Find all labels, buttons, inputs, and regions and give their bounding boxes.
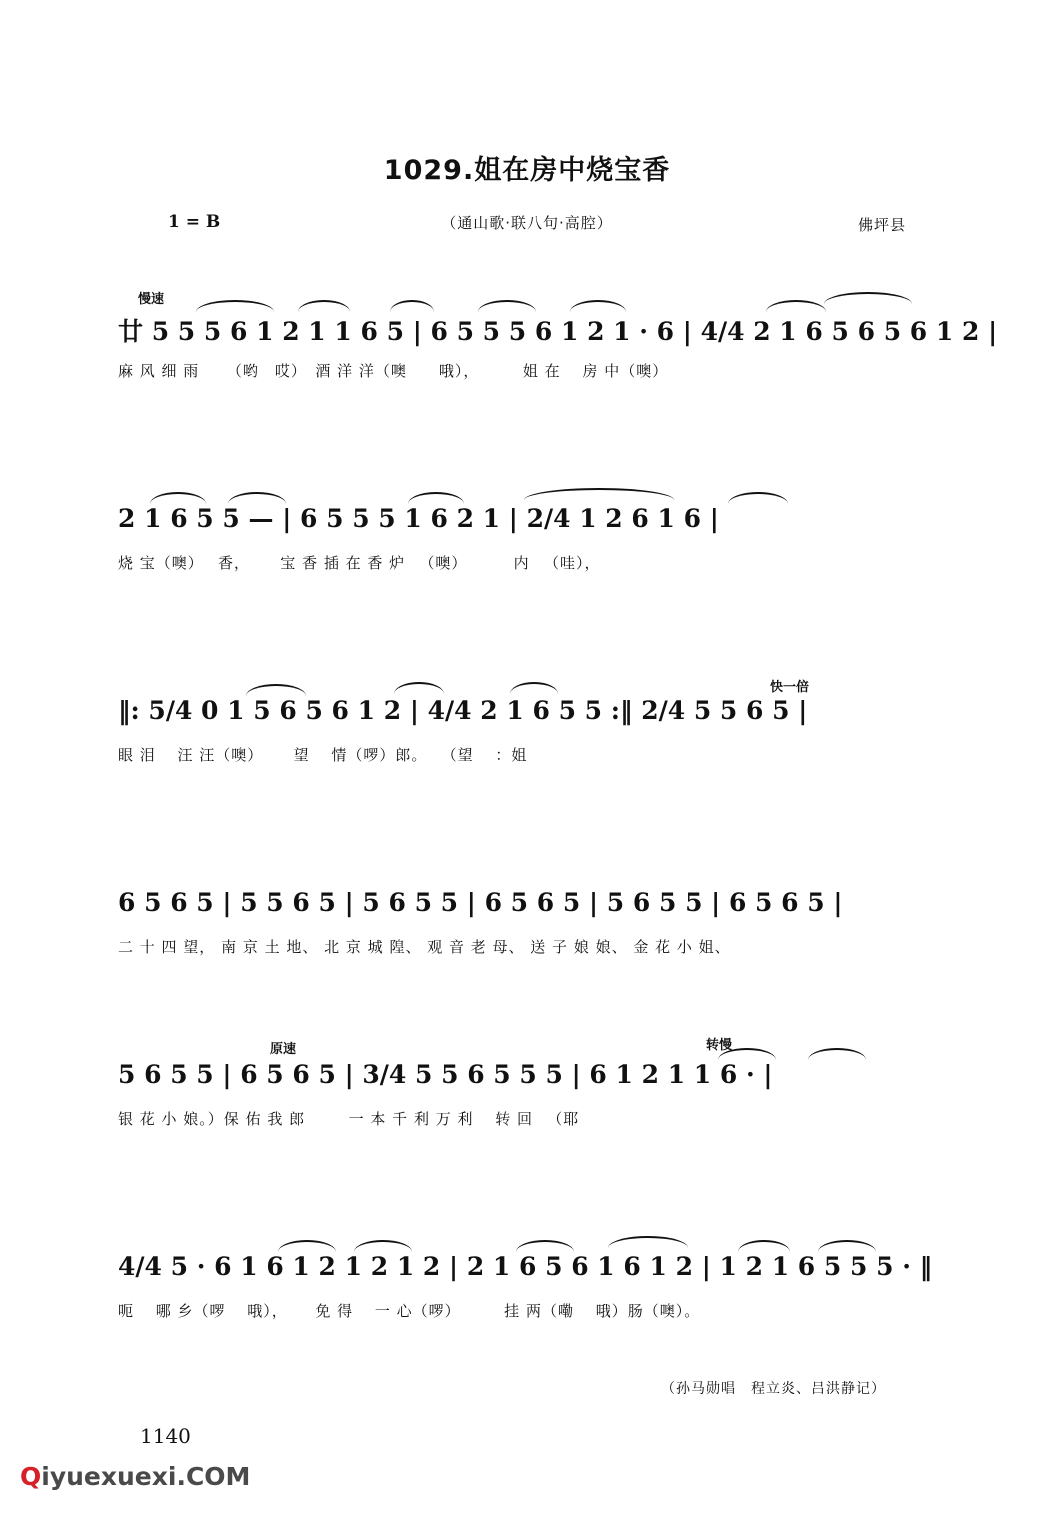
slur — [354, 1240, 412, 1252]
slur — [738, 1240, 790, 1252]
slur — [524, 488, 674, 500]
page-title: 1029.姐在房中烧宝香 — [383, 155, 671, 186]
slur — [766, 300, 826, 312]
notation-line-1: 廿 5 5 5 6 1 2 1 1 6 5 | 6 5 5 5 6 1 2 1 · 6 | 4/4 2 1 6 5 6 5 6 1 2 | — [118, 317, 998, 346]
slur — [408, 492, 464, 504]
slur — [516, 1240, 574, 1252]
lyrics-line-1: 麻 风 细 雨 （哟 哎） 酒 洋 洋（噢 哦）， 姐 在 房 中（噢） — [118, 362, 669, 380]
tempo-marking-5: 原速 — [270, 1042, 297, 1057]
lyrics-line-2: 烧 宝（噢） 香， 宝 香 插 在 香 炉 （噢） 内 （哇）， — [118, 554, 601, 572]
credit-line: （孙马勋唱 程立炎、吕洪静记） — [661, 1381, 886, 1397]
site-watermark — [20, 1462, 250, 1491]
slur — [150, 492, 206, 504]
slur — [196, 300, 274, 312]
slur — [808, 1048, 866, 1060]
lyrics-line-4: 二 十 四 望， 南 京 土 地、 北 京 城 隍、 观 音 老 母、 送 子 娘 娘、 金 花 小 姐、 — [118, 938, 731, 956]
slur — [478, 300, 536, 312]
slur — [298, 300, 350, 312]
tempo-marking-5b: 转慢 — [706, 1038, 733, 1053]
slur — [228, 492, 286, 504]
notation-line-2: 2 1 6 5 5 — | 6 5 5 5 1 6 2 1 | 2/4 1 2 6 1 6 | — [118, 504, 719, 533]
slur — [390, 300, 434, 312]
subtitle: （通山歌·联八句·高腔） — [441, 214, 613, 232]
watermark-q: Q — [20, 1462, 42, 1491]
lyrics-line-5: 银 花 小 娘。）保 佑 我 郎 一 本 千 利 万 利 转 回 （耶 — [118, 1110, 580, 1128]
slur — [728, 492, 788, 504]
slur — [394, 682, 444, 694]
slur — [824, 292, 912, 304]
slur — [278, 1240, 336, 1252]
slur — [570, 300, 626, 312]
lyrics-line-3: 眼 泪 汪 汪（噢） 望 情（啰）郎。 （望 ：姐 — [118, 746, 528, 764]
slur — [818, 1240, 876, 1252]
notation-line-3: ‖: 5/4 0 1 5 6 5 6 1 2 | 4/4 2 1 6 5 5 :‖ 2/4 5 5 6 5 | — [118, 696, 808, 725]
watermark-text: iyuexuexi.COM — [41, 1462, 251, 1491]
tempo-marking-1: 慢速 — [138, 292, 165, 307]
notation-line-5: 5 6 5 5 | 6 5 6 5 | 3/4 5 5 6 5 5 5 | 6 1 2 1 1 6 · | — [118, 1060, 773, 1089]
slur — [510, 682, 558, 694]
tempo-marking-3: 快一倍 — [770, 680, 810, 695]
slur — [608, 1236, 688, 1248]
page-number: 1140 — [140, 1424, 191, 1448]
region-label: 佛坪县 — [857, 216, 906, 234]
lyrics-line-6: 呃 哪 乡（啰 哦）， 免 得 一 心（啰） 挂 两（嘞 哦）肠（噢）。 — [118, 1302, 701, 1320]
slur — [246, 684, 306, 696]
notation-line-4: 6 5 6 5 | 5 5 6 5 | 5 6 5 5 | 6 5 6 5 | 5 6 5 5 | 6 5 6 5 | — [118, 888, 843, 917]
notation-line-6: 4/4 5 · 6 1 6 1 2 1 2 1 2 | 2 1 6 5 6 1 6 1 2 | 1 2 1 6 5 5 5 · ‖ — [118, 1252, 933, 1281]
key-signature: 1 = B — [168, 212, 221, 232]
